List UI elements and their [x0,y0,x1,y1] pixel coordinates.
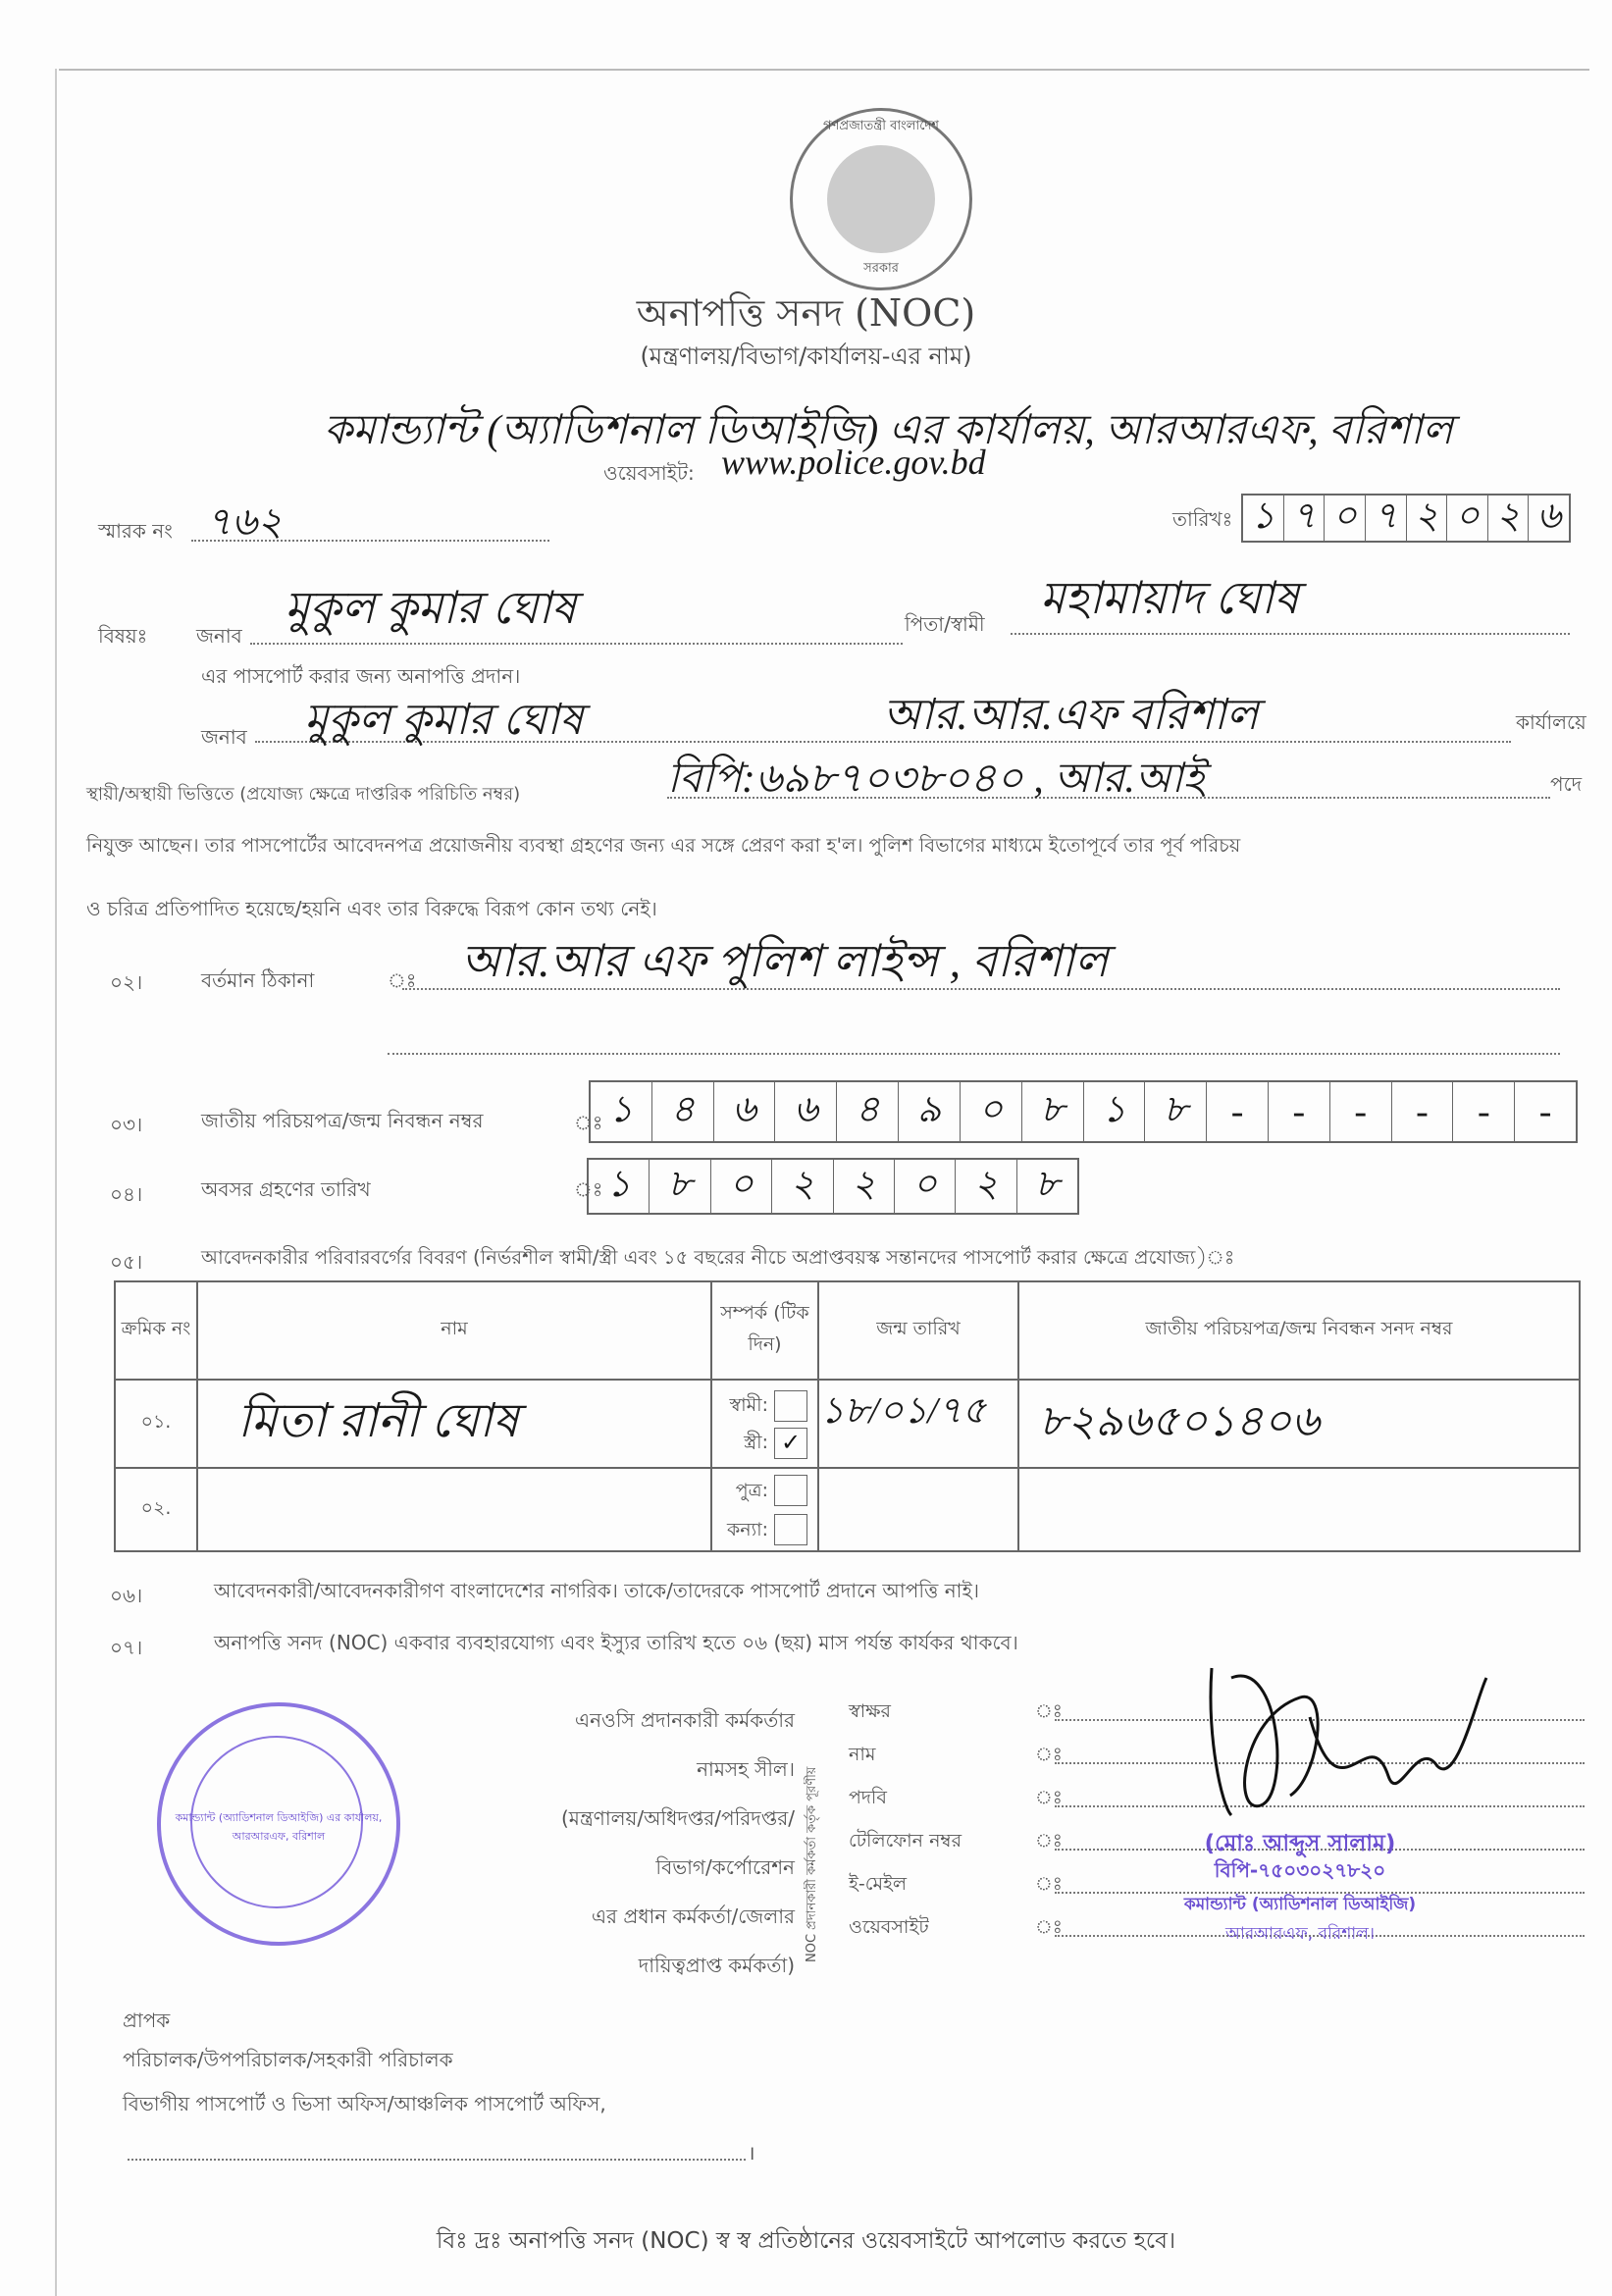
rel-son-label: পুত্র: [735,1479,768,1501]
recipient-line-2: বিভাগীয় পাসপোর্ট ও ভিসা অফিস/আঞ্চলিক পাসপোর্ট অফিস, [123,2092,606,2115]
field-label: স্বাক্ষর [849,1700,891,1722]
field-label: টেলিফোন নম্বর [849,1830,962,1852]
address-label: বর্তমান ঠিকানা [201,968,315,992]
digit-box: ৮ [1145,1082,1207,1141]
colon: ঃ [1035,1700,1063,1722]
father-name: মহামায়াদ ঘোষ [1040,573,1299,623]
item-num: ০৩। [110,1113,143,1136]
page-subtitle: (মন্ত্রণালয়/বিভাগ/কার্যালয়-এর নাম) [640,342,972,370]
item-num: ০৭। [110,1636,143,1659]
stamp-bp: বিপি-৭৫০৩০২৭৮২০ [1214,1858,1386,1882]
office-seal [157,1702,400,1946]
retire-label: অবসর গ্রহণের তারিখ [201,1177,371,1201]
digit-box: - [1392,1082,1454,1141]
daughter-checkbox[interactable] [774,1514,807,1545]
digit-box: ২ [1407,496,1448,541]
subject-tail: এর পাসপোর্ট করার জন্য অনাপত্তি প্রদান। [201,664,521,688]
body-line-3: নিযুক্ত আছেন। তার পাসপোর্টের আবেদনপত্র প্রয়োজনীয় ব্যবস্থা গ্রহণের জন্য এর সঙ্গে প্রেরণ করা হ'ল। পুলিশ বিভাগের মাধ্যমে ইতোপূর্বে তার পূর্ব পরিচয় [86,834,1241,857]
row-serial: ০২. [115,1468,197,1551]
applicant-name: মুকুল কুমার ঘোষ [285,583,577,633]
digit-box: ৬ [714,1082,776,1141]
seal-text: কমান্ড্যান্ট (অ্যাডিশনাল ডিআইজি) এর কার্যালয়, আরআরএফ, বরিশাল [175,1811,383,1843]
digit-box: ৯ [899,1082,961,1141]
row-nid [1018,1468,1580,1551]
page-edge-left [55,69,57,2296]
emblem-text-bottom: সরকার [863,261,899,276]
digit-box: ০ [961,1082,1022,1141]
rel-daughter-label: কন্যা: [726,1518,768,1540]
stamp-unit: আরআরএফ, বরিশাল। [1225,1924,1375,1944]
rel-wife-label: স্ত্রী: [744,1432,768,1453]
body-line-4: ও চরিত্র প্রতিপাদিত হয়েছে/হয়নি এবং তার বিরুদ্ধে বিরূপ কোন তথ্য নেই। [86,897,657,920]
janab-label: জনাব [196,624,242,648]
field-label: ই-মেইল [849,1873,908,1895]
colon: ঃ [1035,1830,1063,1852]
footer-note: বিঃ দ্রঃ অনাপত্তি সনদ (NOC) স্ব স্ব প্রতিষ্ঠানের ওয়েবসাইটে আপলোড করতে হবে। [436,2228,1176,2254]
signatory-desc-line: বিভাগ/কর্পোরেশন [655,1855,795,1879]
col-relation: সম্পর্ক (টিক দিন) [711,1281,818,1380]
row-name [197,1468,711,1551]
recipient-line-1: পরিচালক/উপপরিচালক/সহকারী পরিচালক [123,2048,453,2071]
website-value: www.police.gov.bd [721,443,986,482]
digit-box: - [1330,1082,1392,1141]
nid-boxes [589,1080,1578,1143]
signatory-description [461,1696,795,1990]
digit-box: ০ [1325,496,1366,541]
signatory-desc-line: দায়িত্বপ্রাপ্ত কর্মকর্তা) [638,1954,795,1977]
identity-prefix: স্থায়ী/অস্থায়ী ভিত্তিতে (প্রযোজ্য ক্ষেত্রে দাপ্তরিক পরিচিতি নম্বর) [86,784,521,805]
digit-box: ১ [589,1160,650,1213]
signatory-desc-line: নামসহ সীল। [697,1757,795,1781]
field-label: পদবি [849,1787,887,1808]
page-edge [59,69,1589,71]
page-title: অনাপত্তি সনদ (NOC) [636,291,976,335]
col-name: নাম [197,1281,711,1380]
emblem-text-top: গণপ্রজাতন্ত্রী বাংলাদেশ [823,119,939,133]
recipient-end: । [748,2141,755,2165]
colon: ঃ [574,1111,603,1134]
item-num: ০৬। [110,1584,143,1607]
colon: ঃ [1035,1873,1063,1895]
digit-box: - [1538,1091,1552,1132]
digit-box: ২ [956,1160,1016,1213]
digit-box: ৮ [1022,1082,1084,1141]
colon: ঃ [574,1177,603,1201]
digit-box: ২ [772,1160,833,1213]
digit-box: ৭ [1366,496,1407,541]
janab-label-2: জনাব [201,725,247,749]
date-boxes [1241,494,1571,543]
digit-box: ২ [1488,496,1530,541]
employee-name: মুকুল কুমার ঘোষ [304,696,584,744]
field-label: নাম [849,1744,876,1765]
employee-post: বিপি:৬৯৮৭০৩৮০৪০ , আর.আই [667,757,1205,802]
vertical-note: NOC প্রদানকারী কর্মকর্তা কর্তৃক পূরণীয় [805,1766,819,1962]
memo-label: স্মারক নং [98,519,173,543]
office-name: কমান্ড্যান্ট (অ্যাডিশনাল ডিআইজি) এর কার্যালয়, আরআরএফ, বরিশাল [324,408,1453,453]
retirement-date-boxes [587,1158,1079,1215]
digit-box: ২ [834,1160,895,1213]
col-dob: জন্ম তারিখ [818,1281,1018,1380]
digit-box: ৭ [1284,496,1326,541]
col-nid: জাতীয় পরিচয়পত্র/জন্ম নিবন্ধন সনদ নম্বর [1018,1281,1580,1380]
signatory-desc-line: এনওসি প্রদানকারী কর্মকর্তার [574,1708,795,1732]
rel-husband-label: স্বামী: [729,1394,768,1416]
item-num: ০৫। [110,1250,143,1274]
digit-box: ০ [1447,496,1488,541]
digit-box: ৬ [775,1082,837,1141]
stamp-name: (মোঃ আব্দুস সালাম) [1204,1831,1396,1856]
signatory-desc-line: এর প্রধান কর্মকর্তা/জেলার [591,1905,795,1928]
row-dob [818,1468,1018,1551]
recipient-label: প্রাপক [123,2009,171,2032]
stamp-title: কমান্ড্যান্ট (অ্যাডিশনাল ডিআইজি) [1183,1895,1417,1914]
digit-box: - [1269,1082,1330,1141]
digit-box: ০ [895,1160,956,1213]
row-nid: ৮২৯৬৫০১৪০৬ [1018,1380,1580,1468]
subject-label: বিষয়ঃ [98,624,148,648]
field-label: ওয়েবসাইট [849,1916,929,1938]
employee-office: আর.আর.এফ বরিশাল [883,691,1259,739]
family-table [114,1280,1581,1552]
row-serial: ০১. [115,1380,197,1468]
colon: ঃ [1035,1787,1063,1808]
citizen-statement: আবেদনকারী/আবেদনকারীগণ বাংলাদেশের নাগরিক। তাকে/তাদেরকে পাসপোর্ট প্রদানে আপত্তি নাই। [214,1579,980,1602]
row-dob: ১৮/০১/৭৫ [818,1380,1018,1468]
digit-box: ০ [711,1160,772,1213]
item-num: ০৪। [110,1182,143,1206]
digit-box: ৬ [1536,496,1562,537]
validity-statement: অনাপত্তি সনদ (NOC) একবার ব্যবহারযোগ্য এবং ইস্যুর তারিখ হতে ০৬ (ছয়) মাস পর্যন্ত কার্যকর থাকবে। [214,1631,1018,1654]
digit-box: ৮ [650,1160,710,1213]
digit-box: ১ [1243,496,1284,541]
son-checkbox[interactable] [774,1475,807,1506]
post-suffix: পদে [1550,772,1583,796]
digit-box: ১ [591,1082,652,1141]
colon: ঃ [1035,1744,1063,1765]
memo-value: ৭৬২ [206,499,284,544]
digit-box: ৮ [1034,1164,1060,1205]
digit-box: ১ [1084,1082,1146,1141]
digit-box: ৪ [837,1082,899,1141]
digit-box: - [1207,1082,1269,1141]
signatory-desc-line: (মন্ত্রণালয়/অধিদপ্তর/পরিদপ্তর/ [560,1806,795,1830]
colon: ঃ [1035,1916,1063,1938]
item-num: ০২। [110,970,143,994]
nid-label: জাতীয় পরিচয়পত্র/জন্ম নিবন্ধন নম্বর [201,1109,484,1132]
office-suffix: কার্যালয়ে [1516,710,1586,734]
colon: ঃ [388,968,417,992]
row-name: মিতা রানী ঘোষ [197,1380,711,1468]
wife-checkbox[interactable]: ✓ [774,1428,807,1459]
website-label: ওয়েবসাইট: [603,461,695,485]
digit-box: ৪ [652,1082,714,1141]
signature [1202,1658,1496,1825]
date-label: তারিখঃ [1172,507,1233,531]
father-label: পিতা/স্বামী [905,612,985,636]
address-value: আর.আর এফ পুলিশ লাইন্স , বরিশাল [461,936,1109,986]
family-label: আবেদনকারীর পরিবারবর্গের বিবরণ (নির্ভরশীল স্বামী/স্ত্রী এবং ১৫ বছরের নীচে অপ্রাপ্তবয়স্ক সন্তানদের পাসপোর্ট করার ক্ষেত্রে প্রযোজ্য)ঃ [201,1246,1235,1269]
col-serial: ক্রমিক নং [115,1281,197,1380]
digit-box: - [1453,1082,1515,1141]
table-row [115,1468,1580,1551]
husband-checkbox[interactable] [774,1390,807,1422]
government-emblem [790,108,972,290]
table-row [115,1380,1580,1468]
